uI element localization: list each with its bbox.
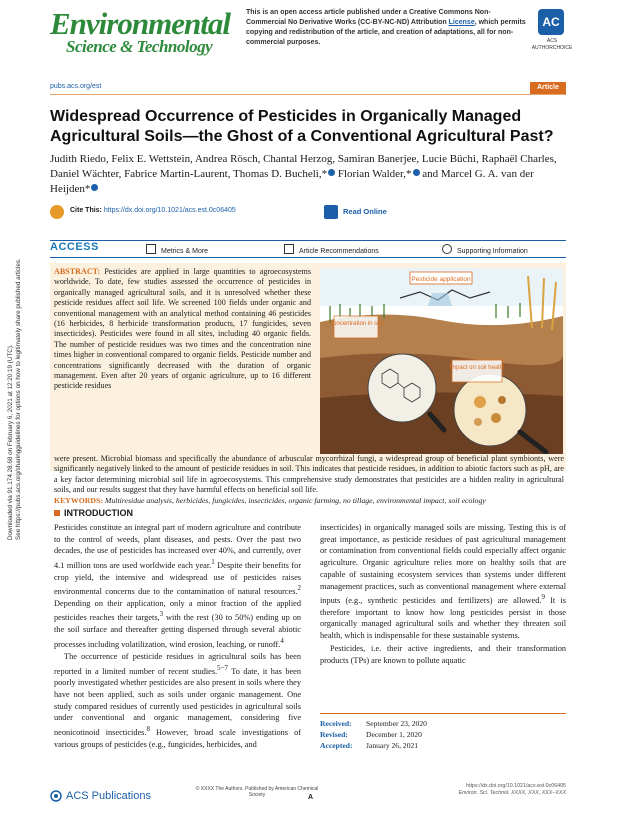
date-revised: Revised: December 1, 2020 <box>320 730 422 739</box>
introduction-heading: INTRODUCTION <box>54 508 133 518</box>
journal-logo-line1: Environmental <box>50 6 230 41</box>
toc-label-concentration: Concentration in soil <box>328 321 384 327</box>
orcid-icon[interactable] <box>413 169 420 176</box>
acs-authorchoice-icon: AC <box>538 9 564 35</box>
article-dates <box>320 713 566 751</box>
license-link[interactable]: License <box>448 19 475 26</box>
date-accepted: Accepted: January 26, 2021 <box>320 741 419 750</box>
abstract-text-continued: were present. Microbial biomass and specifically the abundance of arbuscular mycorrhizal fungi, a widespread group of beneficial plant symbionts, were significantly negatively linked to the amount of pesticide residues in soil. This indicates that pesticide residues, in addition to abiotic factors such as pH, are a key factor determining microbial soil life in agroecosystems. This comprehensive study demonstrates that pesticides are a hidden reality in agricultural soils, and our results suggest that they have harmful effects on beneficial soil life. <box>54 454 564 495</box>
intro-right-column: insecticides) in organically managed soils are missing. Testing this is of great importance, as pesticide residues of past agricultural management or contamination from conventional fields could especially affect organic agriculture. Organic agriculture relies more on healthy soils that are capable of sustaining ecosystem services than systems under different management practices, such as conventional management where external inputs (e.g., synthetic pesticides and fertilizers) are allowed.$^9$ It is therefore important to know how long pesticides persist in those organically managed agricultural soils and whether they threaten soil health, which is indispensable for these sustainable systems. Pesticides, i.e. their active ingredients, and their transformation products (TPs) are known to pollute aquatic <box>320 523 566 665</box>
date-received: Received: September 23, 2020 <box>320 719 427 728</box>
bar-chart-icon <box>146 244 156 254</box>
acs-authorchoice-label: ACS AUTHORCHOICE <box>531 38 573 51</box>
page-number: A <box>308 794 314 801</box>
quote-icon <box>50 205 64 219</box>
download-side-note: Downloaded via 91.174.28.68 on February 6, 2021 at 12:20:19 (UTC). See https://pubs.acs.org/sharingguidelines for options on how to legitimately share published articles. <box>7 258 22 540</box>
copyright: © XXXX The Authors. Published by American Chemical Society <box>195 786 319 798</box>
toc-graphic <box>320 268 563 454</box>
footer-citation: https://dx.doi.org/10.1021/acs.est.0c06405 Environ. Sci. Technol. XXXX, XXX, XXX−XXX <box>440 783 566 797</box>
intro-left-column: Pesticides constitute an integral part of modern agriculture and contribute to the control of weeds, plant diseases, and pests. Over the past two decades, the use of pesticides has increased over 40%, and currently, over 4.1 million tons are used worldwide each year.$^1$ Despite their benefits for crop yield, the intensive and widespread use of pesticides raises environmental concerns due to the contamination of natural resources.$^2$ Depending on their application, only a minor fraction of the applied pesticides reaches their targets,$^3$ with the rest (30 to 50%) ending up on the soil surface and thereafter getting dispersed through several abiotic processes including volatilization, wind erosion, leaching, or runoff.$^4$ The occurrence of pesticide residues in agricultural soils has been reported in a limited number of recent studies.$^{5-7}$ To date, it has been poorly investigated whether pesticides are also present in soils where they have not been applied, such as soils under organic management. One study compared residues of currently used pesticides in agricultural soils under conventional and organic management, considering five neonicotinoid insecticides.$^8$ However, broad scale investigations of various groups of pesticides (e.g., fungicides, herbicides, and <box>54 523 302 749</box>
toc-illustration <box>320 268 563 454</box>
document-icon <box>284 244 294 254</box>
acs-publications-logo[interactable]: ACS Publications <box>66 790 151 802</box>
acs-logo-icon <box>50 790 62 802</box>
keywords: KEYWORDS: Multiresidue analysis, herbicides, fungicides, insecticides, organic farming, no tillage, environmental impact, soil ecology <box>54 496 486 505</box>
cite-doi-link[interactable]: https://dx.doi.org/10.1021/acs.est.0c06405 <box>103 207 236 214</box>
read-online-link[interactable]: Read Online <box>343 207 387 216</box>
author-list: Judith Riedo, Felix E. Wettstein, Andrea Rösch, Chantal Herzog, Samiran Banerjee, Lucie Büchi, Raphaël Charles, Daniel Wächter, Fabrice Martin-Laurent, Thomas D. Bucheli,* Florian Walder,* and Marcel G. A. van der Heijden* <box>50 153 557 195</box>
orcid-icon[interactable] <box>91 184 98 191</box>
footer-doi-link[interactable]: https://dx.doi.org/10.1021/acs.est.0c06405 <box>466 783 566 789</box>
open-access-note: This is an open access article published under a Creative Commons Non-Commercial No Derivative Works (CC-BY-NC-ND) Attribution License, which permits copying and redistribution of the article, and creation of adaptations, all for non-commercial purposes. <box>246 9 526 46</box>
gear-icon <box>442 244 452 254</box>
toc-label-application: Pesticide application <box>411 276 471 283</box>
section-bullet-icon <box>54 510 60 516</box>
tab-recommendations[interactable]: Article Recommendations <box>284 244 379 255</box>
tab-supporting-info[interactable]: Supporting Information <box>442 244 528 255</box>
cite-this: Cite This: https://dx.doi.org/10.1021/acs.est.0c06405 <box>70 207 236 214</box>
article-title: Widespread Occurrence of Pesticides in Organically Managed Agricultural Soils—the Ghost of a Conventional Agricultural Past? <box>50 108 554 145</box>
access-label: ACCESS <box>50 241 99 253</box>
tab-metrics[interactable]: Metrics & More <box>146 244 208 255</box>
journal-url[interactable]: pubs.acs.org/est <box>50 83 102 90</box>
header-rule <box>50 82 566 95</box>
journal-logo-line2: Science & Technology <box>66 37 213 56</box>
article-type-badge: Article <box>530 82 566 94</box>
read-online-icon[interactable] <box>324 205 338 219</box>
abstract-text: ABSTRACT: Pesticides are applied in large quantities to agroecosystems worldwide. To date, few studies assessed the occurrence of pesticides in organically managed agricultural soils, and it is unresolved whether these pesticide residues affect soil life. We screened 100 fields under organic and conventional management with an analytical method containing 46 pesticides (16 herbicides, 8 herbicide transformation products, 17 fungicides, seven insecticides). Pesticides were found in all sites, including 40 organic fields. The number of pesticide residues was two times and the concentration nine times higher in conventional compared to organic fields. Pesticide number and concentrations significantly decreased with the duration of organic management. Even after 20 years of organic agriculture, up to 16 different pesticide residues <box>54 267 312 391</box>
toc-label-impact: Impact on soil health <box>449 365 505 371</box>
